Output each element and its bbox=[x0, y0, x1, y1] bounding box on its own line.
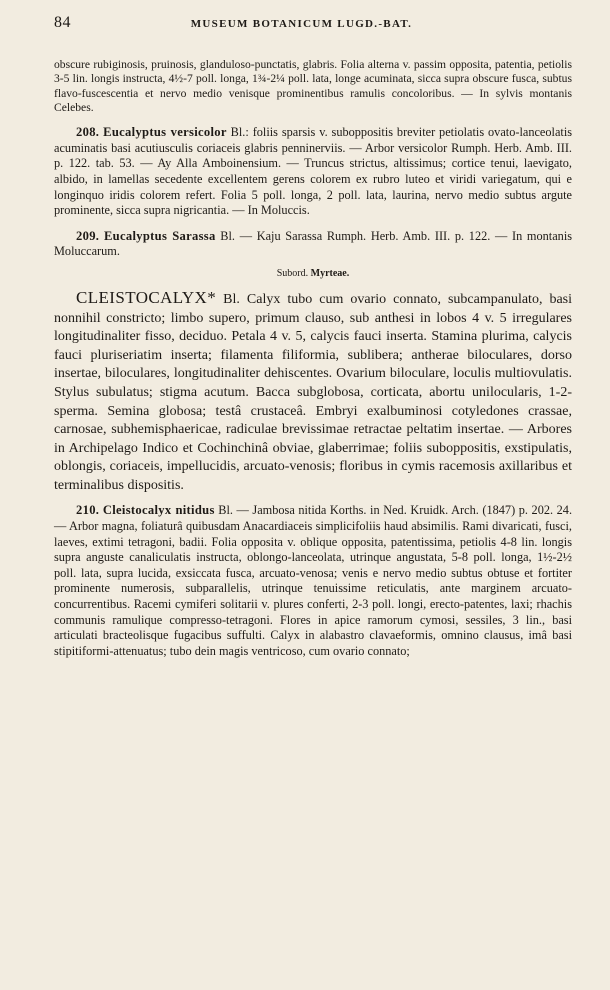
species-name-210: Cleistocalyx nitidus bbox=[102, 503, 215, 518]
paragraph-continuation: obscure rubiginosis, pruinosis, glanduloso-punctatis, glabris. Folia alterna v. passim opposita, patentia, petiolis 3-5 lin. longis instructa, 4½-7 poll. longa, 1¾-2¼ poll. lata, longe acuminata, sicca supra obscure fusca, subtus flavo-fuscescentia et nervo medio venisque prominentibus ramulis concoloribus. — In sylvis montanis Celebes. bbox=[54, 58, 572, 114]
entry-210 bbox=[54, 503, 572, 659]
entry-208 bbox=[54, 125, 572, 219]
entry-209 bbox=[54, 229, 572, 260]
entry-208-number: 208. bbox=[76, 125, 100, 140]
author-210: Bl. bbox=[218, 503, 233, 518]
author-208: Bl.: bbox=[230, 125, 249, 140]
suborder-heading bbox=[54, 268, 572, 279]
suborder-name: Myrteae. bbox=[310, 267, 350, 279]
entry-209-text: — Kaju Sarassa Rumph. Herb. Amb. III. p. 122. — In montanis Moluccarum. bbox=[54, 228, 573, 259]
genus-name: CLEISTOCALYX* bbox=[76, 287, 217, 307]
page-number: 84 bbox=[54, 14, 71, 31]
entry-208-text: foliis sparsis v. suboppositis breviter petiolatis ovato-lanceolatis acuminatis basi acutiusculis coriaceis glabris penninerviis. — Arbor versicolor Rumph. Herb. Amb. III. p. 122. tab. 53. — Ay Alla Amboinensium. — Truncus strictus, altissimus; cortice tenui, laevigato, albido, in lamellas secedente excellentem gerens colorem ex rubro luteo et viridi variegatum, qui e longinquo iridis colorem refert. Folia 5 poll. longa, 2 poll. lata, laurina, nervo medio subtus argute prominente, sicca supra nigricantia. — In Moluccis. bbox=[54, 125, 573, 218]
entry-209-number: 209. bbox=[76, 228, 100, 243]
entry-210-text: — Jambosa nitida Korths. in Ned. Kruidk. Arch. (1847) p. 202. 24. — Arbor magna, foliaturâ quibusdam Anacardiaceis simplicifoliis haud absimilis. Rami divaricati, fusci, laeves, extimi tetragoni, badii. Folia opposita v. oblique opposita, patentissima, petiolis 4-8 lin. longis supra anguste canaliculatis instructa, oblongo-lanceolata, utrinque angustata, 5-8 poll. longa, 1½-2½ poll. lata, supra lucida, exsiccata fusca, arcuato-venosa; venis e nervo medio subtus obtuse et fortiter prominente numerosis, subparallelis, utrinque tenuissime reticulatis, ante marginem arcuato-concurrentibus. Racemi cymiferi solitarii v. plures conferti, 2-3 poll. longi, erecto-patentes, laxi; rhachis communis ramulique compresso-tetragoni. Flores in apice ramorum cymosi, sessiles, 3 lin., basi articulati bracteolisque fugacibus suffulti. Calyx in alabastro clavaeformis, omnino clausus, imâ basi stipitiformi-attenuatus; tubo dein magis ventricoso, cum ovario connato; bbox=[54, 503, 573, 658]
species-name-208: Eucalyptus versicolor bbox=[103, 125, 227, 140]
genus-description bbox=[54, 289, 572, 496]
entry-210-number: 210. bbox=[76, 503, 100, 518]
genus-author: Bl. bbox=[223, 291, 240, 307]
running-title: MUSEUM BOTANICUM LUGD.-BAT. bbox=[190, 18, 413, 30]
genus-text: Calyx tubo cum ovario connato, subcampanulato, basi nonnihil constricto; limbo supero, primum clauso, sub anthesi in lobos 4 v. 5 irregulares longitudinaliter fisso, deciduo. Petala 4 v. 5, calycis fauci inserta. Stamina plurima, calycis fauci pluriseriatim inserta; filamenta filiformia, sublibera; antherae biloculares, dorso insertae, biloculares, longitudinaliter dehiscentes. Ovarium biloculare, loculis multiovulatis. Stylus subulatus; stigma acutum. Bacca subglobosa, corticata, abortu unilocularis, 1-2-sperma. Semina globosa; testâ crustaceâ. Embryi exalbuminosi cotyledones crassae, carnosae, subhemisphaericae, radiculae brevissimae retractae peltatim insertae. — Arbores in Archipelago Indico et Cochinchinâ obviae, glaberrimae; foliis suboppositis, exstipulatis, oblongis, coriaceis, impellucidis, arcuato-venosis; floribus in cymis racemosis axillaribus et terminalibus dispositis. bbox=[54, 291, 573, 493]
page-header bbox=[54, 14, 572, 40]
author-209: Bl. bbox=[220, 228, 235, 243]
suborder-label: Subord. bbox=[276, 267, 309, 279]
species-name-209: Eucalyptus Sarassa bbox=[103, 228, 216, 243]
